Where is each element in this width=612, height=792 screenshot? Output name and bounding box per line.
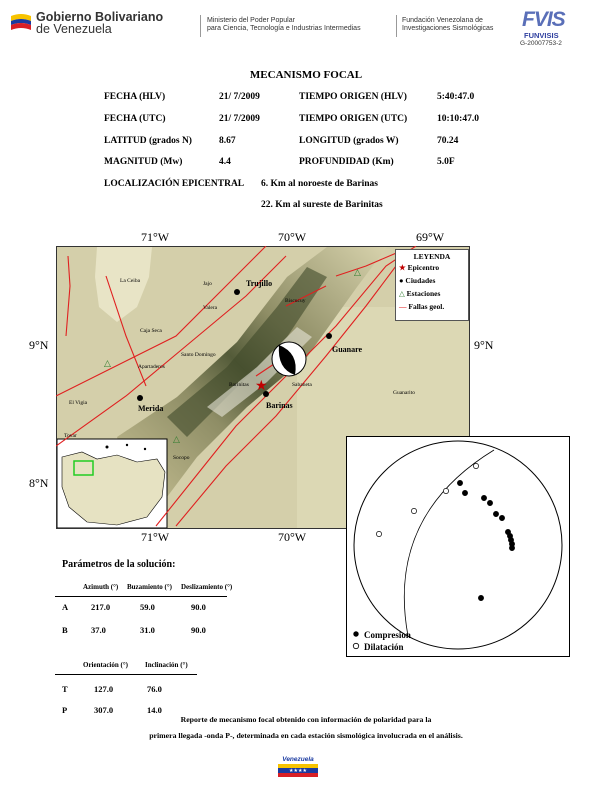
polarity-compresion-point	[478, 595, 483, 600]
city-socopo: Socopo	[173, 455, 190, 461]
legend-triangle-icon: △	[399, 289, 405, 298]
profundidad-value: 5.0F	[437, 157, 455, 167]
tiempo-hlv-label: TIEMPO ORIGEN (HLV)	[299, 92, 407, 102]
profundidad-label: PROFUNDIDAD (Km)	[299, 157, 394, 167]
city-dot	[234, 289, 240, 295]
venezuela-footer-logo: Venezuela ★★★★	[276, 756, 320, 784]
plane-a-buzamiento: 59.0	[140, 602, 155, 612]
plane-b-buzamiento: 31.0	[140, 625, 155, 635]
stereonet	[346, 436, 570, 657]
plane-a-deslizamiento: 90.0	[191, 602, 206, 612]
city-apartaderos: Apartaderos	[138, 364, 165, 370]
footer-line1: Reporte de mecanismo focal obtenido con información de polaridad para la	[180, 715, 432, 724]
magnitud-value: 4.4	[219, 157, 231, 167]
params-heading: Parámetros de la solución:	[62, 559, 176, 570]
plane-a-azimuth: 217.0	[91, 602, 111, 612]
legend-dilatacion: Dilatación	[364, 642, 404, 652]
polarity-compresion-point	[457, 480, 462, 485]
localizacion-line2: 22. Km al sureste de Barinitas	[261, 200, 383, 210]
lat-label-9: 9°N	[29, 338, 49, 352]
city-trujillo: Trujillo	[246, 279, 273, 288]
epicenter-star-icon: ★	[255, 379, 268, 394]
axis-t-label: T	[62, 684, 68, 694]
lon-label-70-bottom: 70°W	[278, 530, 307, 544]
plane-b-label: B	[62, 625, 68, 635]
city-tovar: Tovar	[64, 433, 77, 439]
fecha-hlv-value: 21/ 7/2009	[219, 92, 260, 102]
focal-beachball	[271, 341, 307, 377]
lat-label-9-right: 9°N	[474, 338, 494, 352]
polarity-compresion-point	[509, 545, 514, 550]
gobierno-text: Gobierno Bolivariano de Venezuela	[36, 10, 164, 36]
tiempo-hlv-value: 5:40:47.0	[437, 92, 475, 102]
city-biscucuy: Biscucuy	[285, 298, 306, 304]
legend-epicentro: Epicentro	[407, 263, 440, 272]
longitud-label: LONGITUD (grados W)	[299, 136, 399, 146]
city-sabaneta: Sabaneta	[292, 382, 312, 388]
latitud-label: LATITUD (grados N)	[104, 136, 192, 146]
legend-fallas: Fallas geol.	[408, 302, 445, 311]
city-dot	[137, 395, 143, 401]
lon-label-71-bottom: 71°W	[141, 530, 170, 544]
venezuela-flag-logo	[9, 12, 33, 32]
magnitud-label: MAGNITUD (Mw)	[104, 157, 183, 167]
city-barinas: Barinas	[266, 401, 293, 410]
axis-t-inclinacion: 76.0	[147, 684, 162, 694]
city-barinitas: Barinitas	[229, 382, 249, 388]
map-legend	[395, 249, 469, 321]
legend-ciudades: Ciudades	[405, 276, 436, 285]
legend-estaciones: Estaciones	[406, 289, 441, 298]
plane-a-label: A	[62, 602, 69, 612]
lon-label-70: 70°W	[278, 230, 307, 244]
lon-label-71: 71°W	[141, 230, 170, 244]
city-valera: Valera	[203, 305, 218, 311]
table-divider	[55, 674, 197, 675]
polarity-compresion-point	[462, 490, 467, 495]
longitud-value: 70.24	[437, 136, 459, 146]
station-triangle: △	[173, 434, 180, 444]
svg-text:★★★★: ★★★★	[289, 768, 307, 774]
header-inclinacion: Inclinación (°)	[145, 661, 188, 669]
header-buzamiento: Buzamiento (°)	[127, 583, 172, 591]
city-dot	[326, 333, 332, 339]
localizacion-line1: 6. Km al noroeste de Barinas	[261, 179, 378, 189]
table-divider	[55, 596, 227, 597]
legend-dot-icon: ●	[399, 276, 404, 285]
funvisis-logo: FVIS	[522, 8, 565, 31]
header-azimuth: Azimuth (°)	[83, 583, 119, 591]
polarity-dilatacion-point	[443, 488, 448, 493]
legend-line-icon: —	[399, 302, 407, 311]
city-la-ceiba: La Ceiba	[120, 278, 141, 284]
city-guanare: Guanare	[332, 345, 363, 354]
ministerio-text: Ministerio del Poder Popular para Ciencia, Tecnología e Industrias Intermedias	[207, 17, 361, 32]
city-el-vigia: El Vigia	[69, 400, 88, 406]
plane-b-azimuth: 37.0	[91, 625, 106, 635]
latitud-value: 8.67	[219, 136, 236, 146]
header-deslizamiento: Deslizamiento (°)	[181, 583, 233, 591]
header-orientacion: Orientación (°)	[83, 661, 128, 669]
axis-p-orientacion: 307.0	[94, 705, 114, 715]
lat-label-8: 8°N	[29, 476, 49, 490]
funvisis-name: FUNVISIS	[524, 31, 559, 40]
legend-star-icon: ★	[399, 263, 406, 272]
tiempo-utc-label: TIEMPO ORIGEN (UTC)	[299, 114, 408, 124]
polarity-compresion-point	[481, 495, 486, 500]
fundacion-text: Fundación Venezolana de Investigaciones Sismológicas	[402, 17, 494, 32]
axis-p-inclinacion: 14.0	[147, 705, 162, 715]
polarity-dilatacion-point	[473, 463, 478, 468]
axis-t-orientacion: 127.0	[94, 684, 114, 694]
fecha-utc-label: FECHA (UTC)	[104, 114, 166, 124]
localizacion-label: LOCALIZACIÓN EPICENTRAL	[104, 179, 245, 189]
city-caja-seca: Caja Seca	[140, 328, 162, 334]
city-merida: Merida	[138, 404, 164, 413]
header-divider	[396, 15, 397, 37]
page-title: MECANISMO FOCAL	[249, 69, 363, 81]
city-santo-domingo: Santo Domingo	[181, 352, 216, 358]
footer-line2: primera llegada -onda P-, determinada en cada estación sismológica involucrada en el análisis.	[149, 731, 463, 740]
polarity-compresion-point	[493, 511, 498, 516]
fecha-hlv-label: FECHA (HLV)	[104, 92, 166, 102]
header-divider	[200, 15, 201, 37]
polarity-compresion-point	[487, 500, 492, 505]
station-triangle: △	[104, 358, 111, 368]
legend-dilatacion-icon	[353, 643, 358, 648]
legend-compresion: Compresion	[364, 630, 411, 640]
axis-p-label: P	[62, 705, 68, 715]
fecha-utc-value: 21/ 7/2009	[219, 114, 260, 124]
city-guanarito: Guanarito	[393, 390, 415, 396]
fault-line	[56, 246, 266, 396]
legend-compresion-icon	[353, 631, 358, 636]
fault-line	[66, 256, 70, 336]
legend-title: LEYENDA	[413, 252, 451, 261]
station-triangle: △	[354, 267, 361, 277]
polarity-dilatacion-point	[411, 508, 416, 513]
city-jajo: Jajo	[203, 281, 212, 287]
rif-number: G-20007753-2	[520, 40, 562, 47]
tiempo-utc-value: 10:10:47.0	[437, 114, 479, 124]
polarity-compresion-point	[499, 515, 504, 520]
plane-b-deslizamiento: 90.0	[191, 625, 206, 635]
lon-label-69: 69°W	[416, 230, 445, 244]
polarity-dilatacion-point	[376, 531, 381, 536]
